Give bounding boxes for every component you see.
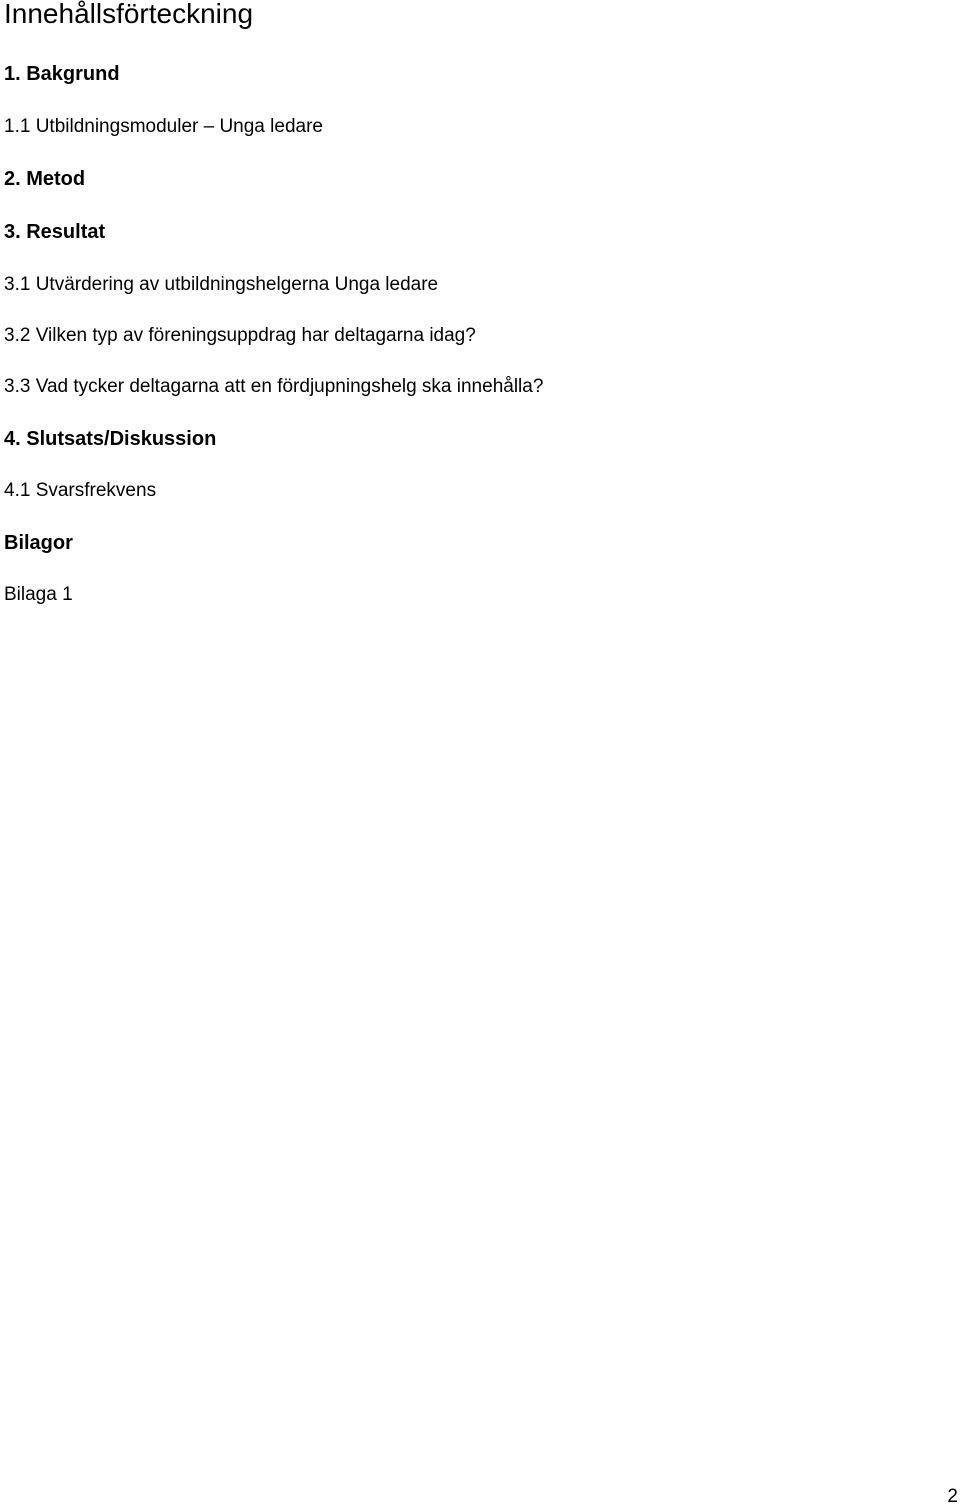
toc-entry-fordjupningshelg[interactable]: 3.3 Vad tycker deltagarna att en fördjupningshelg ska innehålla? [4,376,544,397]
toc-entry-utbildningsmoduler[interactable]: 1.1 Utbildningsmoduler – Unga ledare [4,116,323,137]
toc-entry-bilaga-1[interactable]: Bilaga 1 [4,584,73,605]
toc-entry-foreningsuppdrag[interactable]: 3.2 Vilken typ av föreningsuppdrag har deltagarna idag? [4,325,476,346]
toc-entry-svarsfrekvens[interactable]: 4.1 Svarsfrekvens [4,480,157,501]
toc-entry-utvardering[interactable]: 3.1 Utvärdering av utbildningshelgerna Unga ledare [4,274,439,295]
page-title: Innehållsförteckning [4,0,254,29]
toc-entry-resultat[interactable]: 3. Resultat [4,221,106,243]
toc-entry-slutsats-diskussion[interactable]: 4. Slutsats/Diskussion [4,428,217,450]
toc-entry-bakgrund[interactable]: 1. Bakgrund [4,63,120,85]
toc-entry-metod[interactable]: 2. Metod [4,168,86,190]
page-number: 2 [947,1486,958,1507]
toc-entry-bilagor[interactable]: Bilagor [4,532,73,554]
